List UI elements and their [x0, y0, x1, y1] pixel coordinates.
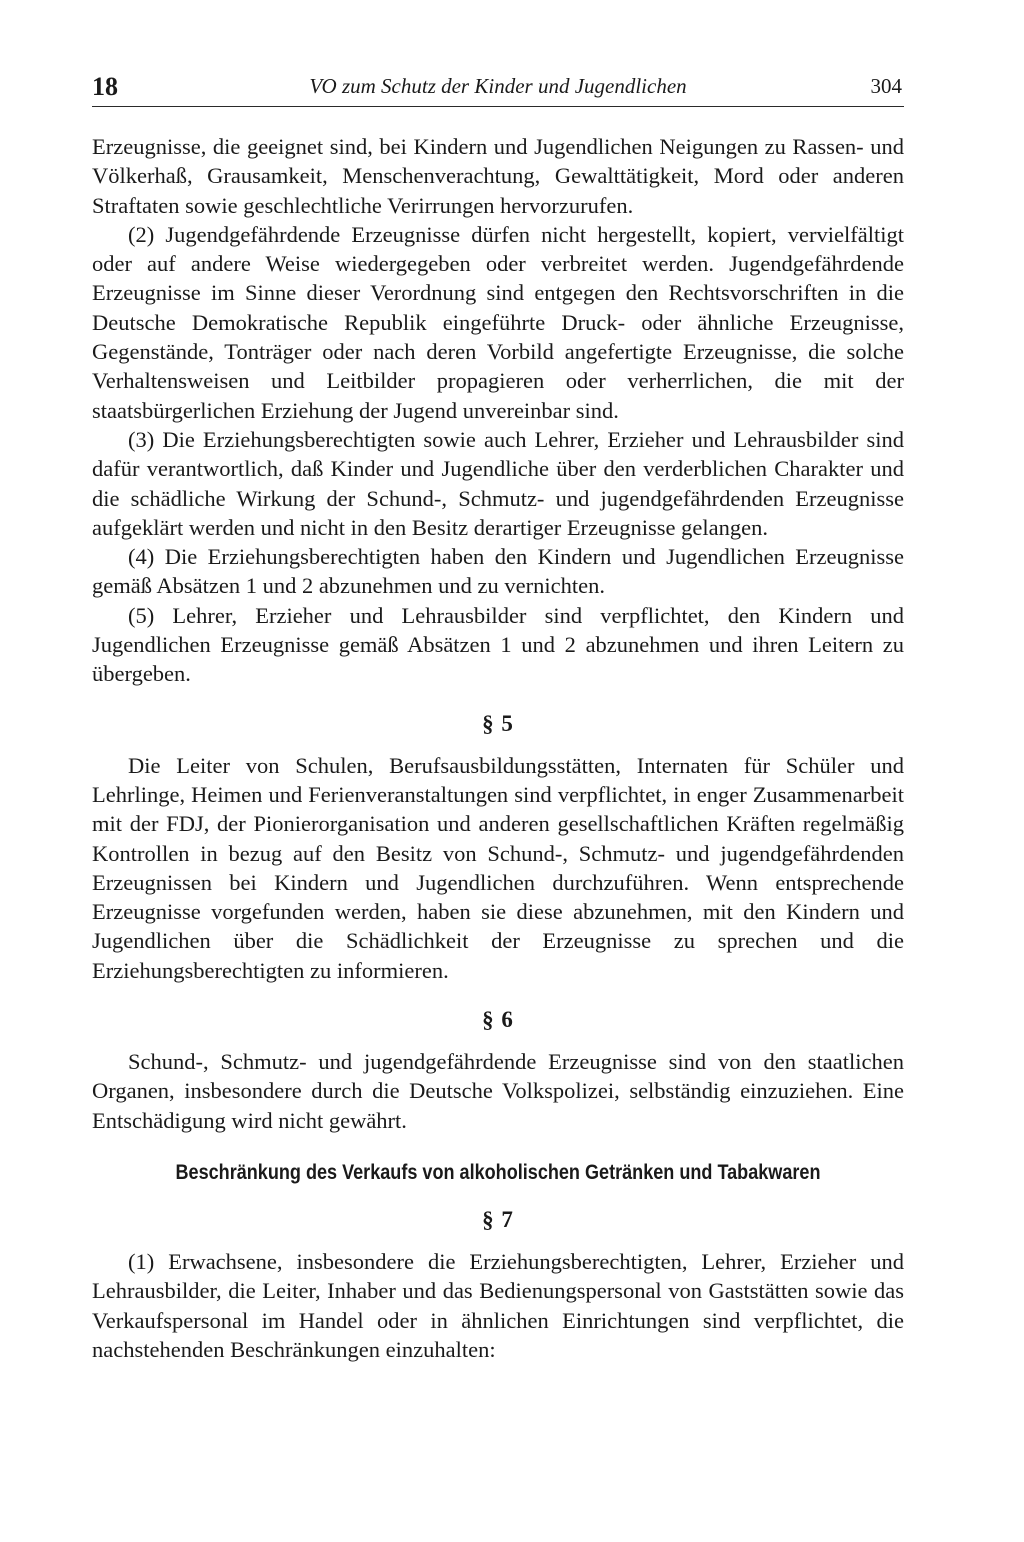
paragraph-5: (5) Lehrer, Erzieher und Lehrausbilder sind verpflichtet, den Kindern und Jugendlichen Erzeugnisse gemäß Absätzen 1 und 2 abzunehmen und ihren Leitern zu übergeben.	[92, 602, 904, 687]
section-7-text: (1) Erwachsene, insbesondere die Erziehungsberechtigten, Lehrer, Erzieher und Lehrausbilder, die Leiter, Inhaber und das Bedienungspersonal von Gaststätten sowie das Verkaufspersonal im Handel oder in ähnlichen Einrichtungen sind verpflichtet, die nachstehenden Beschränkungen einzuhalten:	[92, 1248, 904, 1362]
section-7-mark: § 7	[482, 1206, 514, 1232]
document-body	[92, 132, 904, 1364]
running-header	[92, 66, 904, 107]
section-heading: Beschränkung des Verkaufs von alkoholischen Getränken und Tabakwaren	[175, 1160, 821, 1184]
section-5-mark: § 5	[482, 710, 514, 736]
chapter-number: 18	[92, 72, 118, 101]
section-5-text: Die Leiter von Schulen, Berufsausbildungsstätten, Internaten für Schüler und Lehrlinge, Heimen und Ferienveranstaltungen sind verpflichtet, in enger Zusammenarbeit mit der FDJ, der Pionierorganisation und anderen gesellschaftlichen Kräften regelmäßig Kontrollen in bezug auf den Besitz von Schund-, Schmutz- und jugendgefährdenden Erzeugnissen bei Kindern und Jugendlichen durchzuführen. Wenn entsprechende Erzeugnisse vorgefunden werden, haben sie diese abzunehmen, mit den Kindern und Jugendlichen über die Schädlichkeit der Erzeugnisse zu sprechen und die Erziehungsberechtigten zu informieren.	[92, 752, 904, 983]
document-page	[92, 66, 904, 1364]
paragraph-continuation: Erzeugnisse, die geeignet sind, bei Kindern und Jugendlichen Neigungen zu Rassen- und Völkerhaß, Grausamkeit, Menschenverachtung, Gewalttätigkeit, Mord oder anderen Straftaten sowie geschlechtliche Verirrungen hervorzurufen.	[92, 134, 904, 218]
section-6-text: Schund-, Schmutz- und jugendgefährdende Erzeugnisse sind von den staatlichen Organen, insbesondere durch die Deutsche Volkspolizei, selbständig einzuziehen. Eine Entschädigung wird nicht gewährt.	[92, 1049, 904, 1133]
running-title: VO zum Schutz der Kinder und Jugendlichen	[309, 74, 687, 98]
page-number: 304	[870, 74, 902, 98]
paragraph-2: (2) Jugendgefährdende Erzeugnisse dürfen nicht hergestellt, kopiert, vervielfältigt oder auf andere Weise wiedergegeben oder verbreitet werden. Jugendgefährdende Erzeugnisse im Sinne dieser Verordnung sind entgegen den Rechtsvorschriften in die Deutsche Demokratische Republik eingeführte Druck- oder ähnliche Erzeugnisse, Gegenstände, Tonträger oder nach deren Vorbild angefertigte Erzeugnisse, die solche Verhaltensweisen und Leitbilder propagieren oder verherrlichen, die mit der staatsbürgerlichen Erziehung der Jugend unvereinbar sind.	[92, 221, 904, 423]
paragraph-4: (4) Die Erziehungsberechtigten haben den Kindern und Jugendlichen Erzeugnisse gemäß Absätzen 1 und 2 abzunehmen und zu vernichten.	[92, 544, 904, 599]
section-6-mark: § 6	[482, 1007, 514, 1033]
paragraph-3: (3) Die Erziehungsberechtigten sowie auch Lehrer, Erzieher und Lehrausbilder sind dafür verantwortlich, daß Kinder und Jugendliche über den verderblichen Charakter und die schädliche Wirkung der Schund-, Schmutz- und jugendgefährdenden Erzeugnisse aufgeklärt werden und nicht in den Besitz derartiger Erzeugnisse gelangen.	[92, 426, 904, 540]
